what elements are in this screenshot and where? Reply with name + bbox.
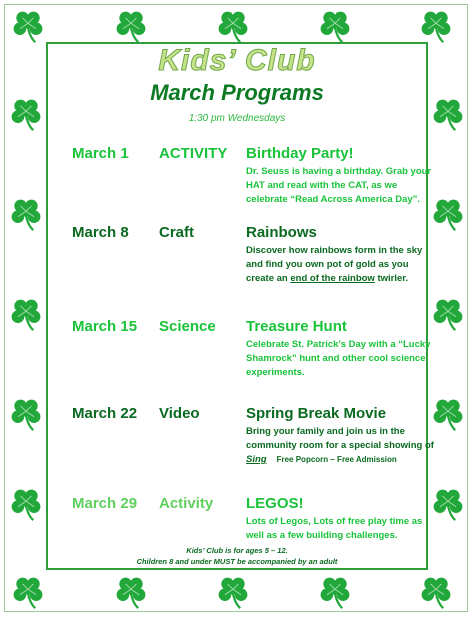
program-title: LEGOS! <box>246 495 304 512</box>
shamrock-icon <box>430 486 466 522</box>
shamrock-icon <box>8 96 44 132</box>
page-title: March Programs <box>150 80 324 105</box>
program-title: Rainbows <box>246 224 317 241</box>
shamrock-icon <box>215 8 251 44</box>
shamrock-icon <box>430 296 466 332</box>
program-date: March 1 <box>72 145 129 162</box>
shamrock-icon <box>8 396 44 432</box>
program-title: Spring Break Movie <box>246 405 387 422</box>
program-description: Celebrate St. Patrick’s Day with a “Lucky Shamrock” hunt and other cool science experiments. <box>246 339 431 378</box>
program-title: Birthday Party! <box>246 145 354 162</box>
footer-age-note: Kids’ Club is for ages 5 – 12. <box>186 546 288 555</box>
shamrock-icon <box>8 486 44 522</box>
program-type: Science <box>159 318 216 335</box>
program-title: Treasure Hunt <box>246 318 347 335</box>
shamrock-icon <box>317 8 353 44</box>
shamrock-icon <box>430 396 466 432</box>
shamrock-icon <box>215 574 251 610</box>
shamrock-icon <box>8 196 44 232</box>
program-type: Activity <box>159 495 214 512</box>
shamrock-icon <box>10 8 46 44</box>
shamrock-icon <box>430 196 466 232</box>
shamrock-icon <box>10 574 46 610</box>
shamrock-icon <box>418 8 454 44</box>
shamrock-icon <box>113 574 149 610</box>
club-title: Kids’ Club <box>158 44 316 77</box>
program-date: March 15 <box>72 318 138 335</box>
free-admission-note: Free Popcorn – Free Admission <box>276 455 397 464</box>
program-type: ACTIVITY <box>159 145 228 162</box>
footer-supervision-note: Children 8 and under MUST be accompanied by an adult <box>136 557 338 566</box>
program-description <box>246 425 434 467</box>
description-text: Discover how rainbows form in the sky and find you own pot of gold as you create an <box>246 245 423 284</box>
description-text: Bring your family and join us in the community room for a special showing of <box>246 426 434 451</box>
program-description <box>246 244 434 286</box>
shamrock-icon <box>8 296 44 332</box>
program-date: March 8 <box>72 224 129 241</box>
description-underlined: end of the rainbow <box>290 273 375 284</box>
program-date: March 22 <box>72 405 138 422</box>
program-description: Dr. Seuss is having a birthday. Grab your HAT and read with the CAT, as we celebrate “Read Across America Day”. <box>246 166 432 205</box>
shamrock-icon <box>418 574 454 610</box>
shamrock-icon <box>317 574 353 610</box>
description-text: twirler. <box>374 273 409 284</box>
program-date: March 29 <box>72 495 138 512</box>
program-time: 1:30 pm Wednesdays <box>188 113 286 124</box>
program-type: Craft <box>159 224 195 241</box>
shamrock-icon <box>430 96 466 132</box>
program-type: Video <box>159 405 200 422</box>
program-description: Lots of Legos, Lots of free play time as well as a few building challenges. <box>246 516 423 541</box>
description-underlined: Sing <box>246 454 267 465</box>
shamrock-icon <box>113 8 149 44</box>
